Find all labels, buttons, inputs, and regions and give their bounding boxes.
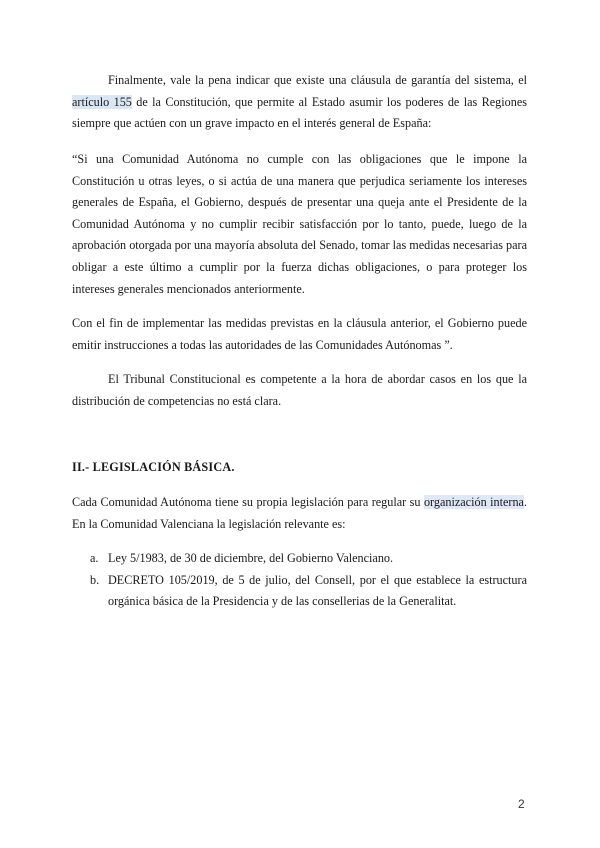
list-item xyxy=(72,548,527,570)
paragraph-text: Finalmente, vale la pena indicar que existe una cláusula de garantía del sistema, el xyxy=(108,73,527,87)
list-item-text: DECRETO 105/2019, de 5 de julio, del Consell, por el que establece la estructura orgánica básica de la Presidencia y de las consellerias de la Generalitat. xyxy=(108,572,527,609)
list-item xyxy=(72,570,527,613)
quote-paragraph: “Si una Comunidad Autónoma no cumple con las obligaciones que le impone la Constitución u otras leyes, o si actúa de una manera que perjudica seriamente los intereses generales de España, el Gobierno, después de presentar una queja ante el Presidente de la Comunidad Autónoma y no cumplir recibir satisfacción por lo tanto, puede, luego de la aprobación otorgada por una mayoría absoluta del Senado, tomar las medidas necesarias para obligar a este último a cumplir por la fuerza dichas obligaciones, o para proteger los intereses generales mencionados anteriormente. xyxy=(72,152,527,296)
paragraph-implementation: Con el fin de implementar las medidas previstas en la cláusula anterior, el Gobierno puede emitir instrucciones a todas las autoridades de las Comunidades Autónomas ”. xyxy=(72,316,527,352)
paragraph-text: de la Constitución, que permite al Estado asumir los poderes de las Regiones siempre que actúen con un grave impacto en el interés general de España: xyxy=(72,94,527,131)
paragraph-text: Cada Comunidad Autónoma tiene su propia legislación para regular su xyxy=(72,495,424,509)
highlighted-text: organización interna xyxy=(423,495,524,509)
section-intro xyxy=(72,492,527,535)
paragraph-tribunal: El Tribunal Constitucional es competente a la hora de abordar casos en los que la distribución de competencias no está clara. xyxy=(72,372,527,408)
section-heading: II.- LEGISLACIÓN BÁSICA. xyxy=(72,460,235,474)
paragraph-text: . En la Comunidad Valenciana la legislación relevante es: xyxy=(72,495,528,531)
list-item-text: Ley 5/1983, de 30 de diciembre, del Gobierno Valenciano. xyxy=(108,551,394,565)
list-marker: a. xyxy=(90,551,99,565)
page-number: 2 xyxy=(518,797,525,811)
list-marker: b. xyxy=(90,572,100,587)
article-155-link[interactable]: artículo 155 xyxy=(72,94,132,109)
paragraph-article-155 xyxy=(72,70,527,135)
legislation-list xyxy=(72,548,527,613)
